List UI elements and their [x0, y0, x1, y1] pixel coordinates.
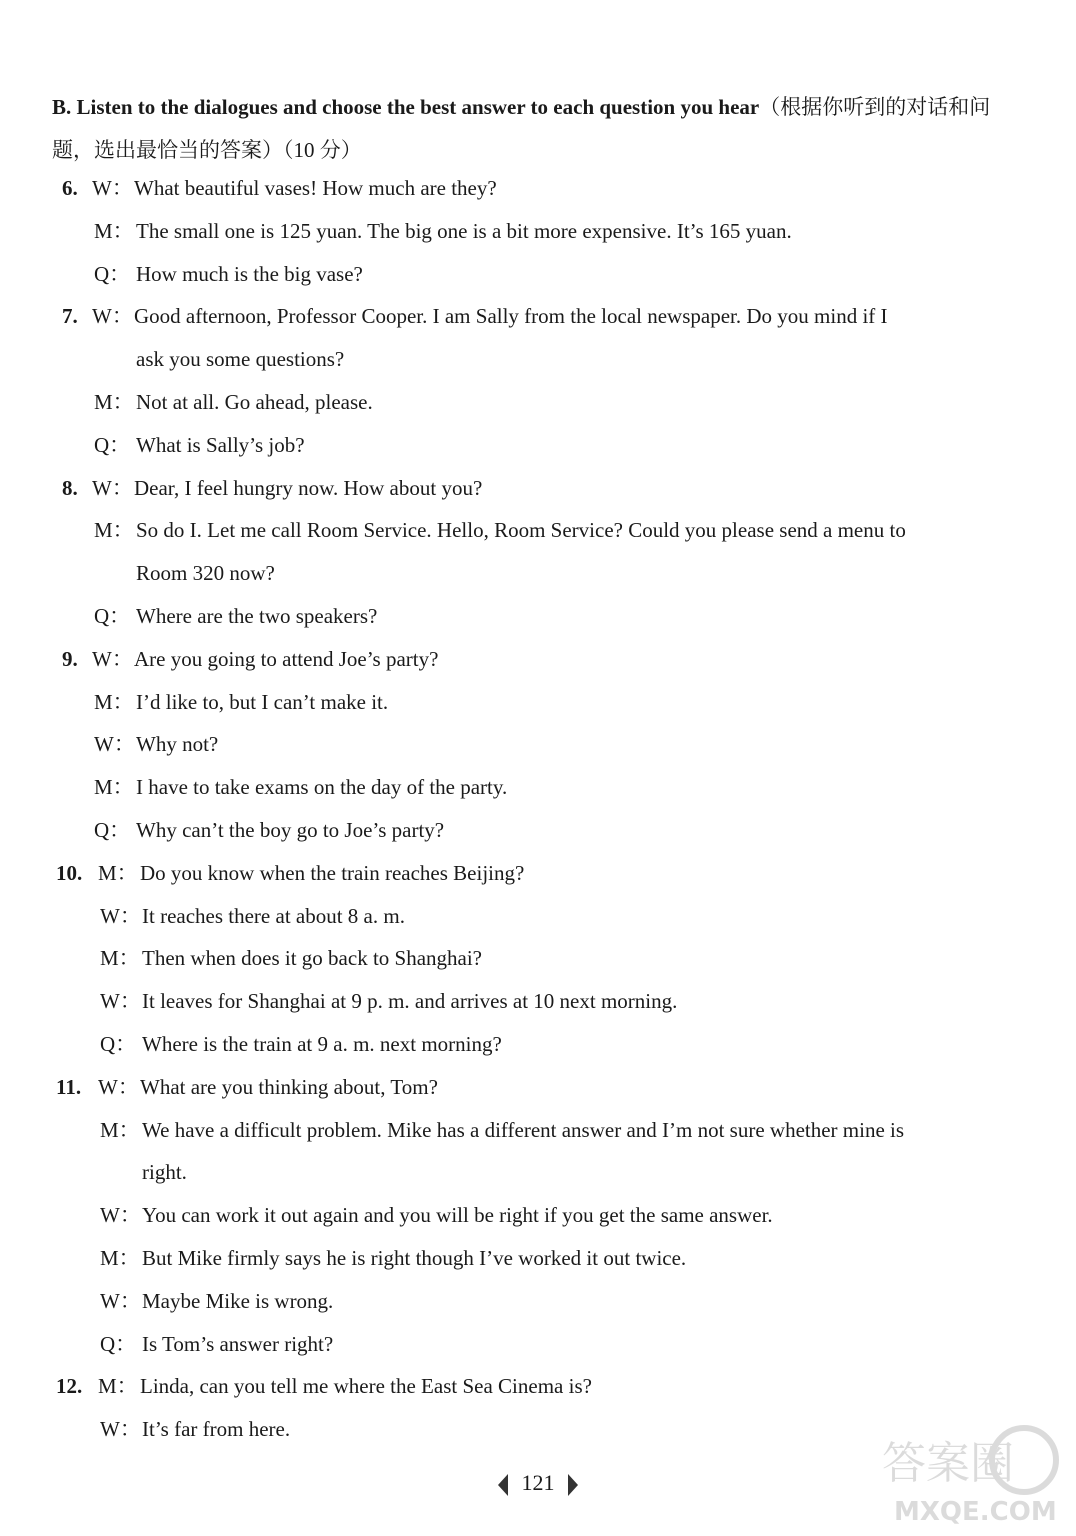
section-heading-note: （根据你听到的对话和问题，选出最恰当的答案）（10 分）	[52, 95, 991, 162]
speaker-label: M：	[100, 946, 140, 971]
dialogue-text: It’s far from here.	[142, 1417, 291, 1442]
speaker-label: M：	[94, 218, 134, 243]
dialogue-text: Where are the two speakers?	[136, 604, 378, 628]
speaker-label: W：	[100, 903, 141, 928]
speaker-label: W：	[92, 646, 133, 671]
question-number: 10.	[56, 860, 83, 885]
speaker-label: W：	[100, 1203, 141, 1228]
speaker-label: W：	[100, 989, 141, 1014]
speaker-label: M：	[94, 390, 134, 414]
triangle-right-icon	[568, 1474, 578, 1496]
dialogue-text: I have to take exams on the day of the party.	[136, 775, 508, 800]
speaker-label: W：	[98, 1074, 139, 1099]
speaker-label: M：	[98, 1374, 138, 1399]
question-number: 6.	[62, 176, 78, 200]
speaker-label: W：	[100, 1288, 141, 1313]
watermark-url: MXQE.COM	[894, 1497, 1057, 1527]
speaker-label: W：	[94, 732, 135, 757]
dialogue-text: What are you thinking about, Tom?	[140, 1074, 438, 1099]
dialogue-text: It reaches there at about 8 a. m.	[142, 903, 405, 928]
dialogue-text: Where is the train at 9 a. m. next morning?	[142, 1032, 502, 1056]
page-number: 121	[521, 1470, 555, 1495]
dialogue-text: What is Sally’s job?	[136, 432, 305, 457]
section-heading	[52, 86, 1027, 172]
speaker-label: Q：	[100, 1331, 137, 1356]
section-heading-bold: B. Listen to the dialogues and choose the best answer to each question you hear	[52, 95, 760, 119]
dialogue-text: The small one is 125 yuan. The big one is a bit more expensive. It’s 165 yuan.	[136, 218, 792, 243]
dialogue-text: Do you know when the train reaches Beijing?	[140, 860, 525, 885]
speaker-label: Q：	[94, 261, 131, 286]
question-number: 7.	[62, 304, 78, 329]
dialogue-text: Dear, I feel hungry now. How about you?	[134, 475, 483, 500]
speaker-label: W：	[92, 176, 133, 200]
question-number: 11.	[56, 1074, 82, 1099]
speaker-label: Q：	[94, 604, 131, 628]
speaker-label: W：	[92, 304, 133, 329]
dialogue-text: Is Tom’s answer right?	[142, 1331, 334, 1356]
dialogue-text: How much is the big vase?	[136, 261, 363, 286]
speaker-label: Q：	[100, 1032, 137, 1056]
question-number: 9.	[62, 646, 78, 671]
dialogue-text: We have a difficult problem. Mike has a different answer and I’m not sure whether mine is	[142, 1117, 905, 1142]
speaker-label: M：	[94, 775, 134, 800]
speaker-label: W：	[100, 1417, 141, 1442]
speaker-label: M：	[94, 689, 134, 714]
dialogue-text: Then when does it go back to Shanghai?	[142, 946, 482, 971]
speaker-label: M：	[100, 1246, 140, 1270]
dialogue-text: You can work it out again and you will be right if you get the same answer.	[142, 1203, 773, 1228]
question-number: 12.	[56, 1374, 83, 1399]
speaker-label: M：	[100, 1117, 140, 1142]
dialogue-text: Are you going to attend Joe’s party?	[134, 646, 439, 671]
speaker-label: M：	[98, 860, 138, 885]
dialogue-text: Linda, can you tell me where the East Sea Cinema is?	[140, 1374, 592, 1399]
dialogue-text: right.	[142, 1160, 187, 1185]
speaker-label: M：	[94, 518, 134, 543]
dialogue-text: Why can’t the boy go to Joe’s party?	[136, 818, 445, 842]
watermark-text: 答案圈	[882, 1438, 1014, 1489]
dialogue-text: Why not?	[136, 732, 219, 757]
speaker-label: Q：	[94, 818, 131, 842]
watermark-logo	[874, 1420, 1064, 1530]
dialogue-text: But Mike firmly says he is right though I’ve worked it out twice.	[142, 1246, 687, 1270]
dialogue-text: ask you some questions?	[136, 347, 345, 372]
dialogue-text: So do I. Let me call Room Service. Hello, Room Service? Could you please send a menu to	[136, 518, 906, 543]
speaker-label: Q：	[94, 432, 131, 457]
dialogue-text: It leaves for Shanghai at 9 p. m. and arrives at 10 next morning.	[142, 989, 678, 1014]
dialogue-text: Not at all. Go ahead, please.	[136, 390, 373, 414]
dialogue-text: I’d like to, but I can’t make it.	[136, 689, 389, 714]
triangle-left-icon	[498, 1474, 508, 1496]
dialogue-text: What beautiful vases! How much are they?	[134, 176, 497, 200]
dialogue-text: Maybe Mike is wrong.	[142, 1288, 334, 1313]
question-number: 8.	[62, 475, 78, 500]
dialogue-text: Good afternoon, Professor Cooper. I am Sally from the local newspaper. Do you mind if I	[134, 304, 888, 329]
speaker-label: W：	[92, 475, 133, 500]
dialogue-text: Room 320 now?	[136, 561, 275, 586]
